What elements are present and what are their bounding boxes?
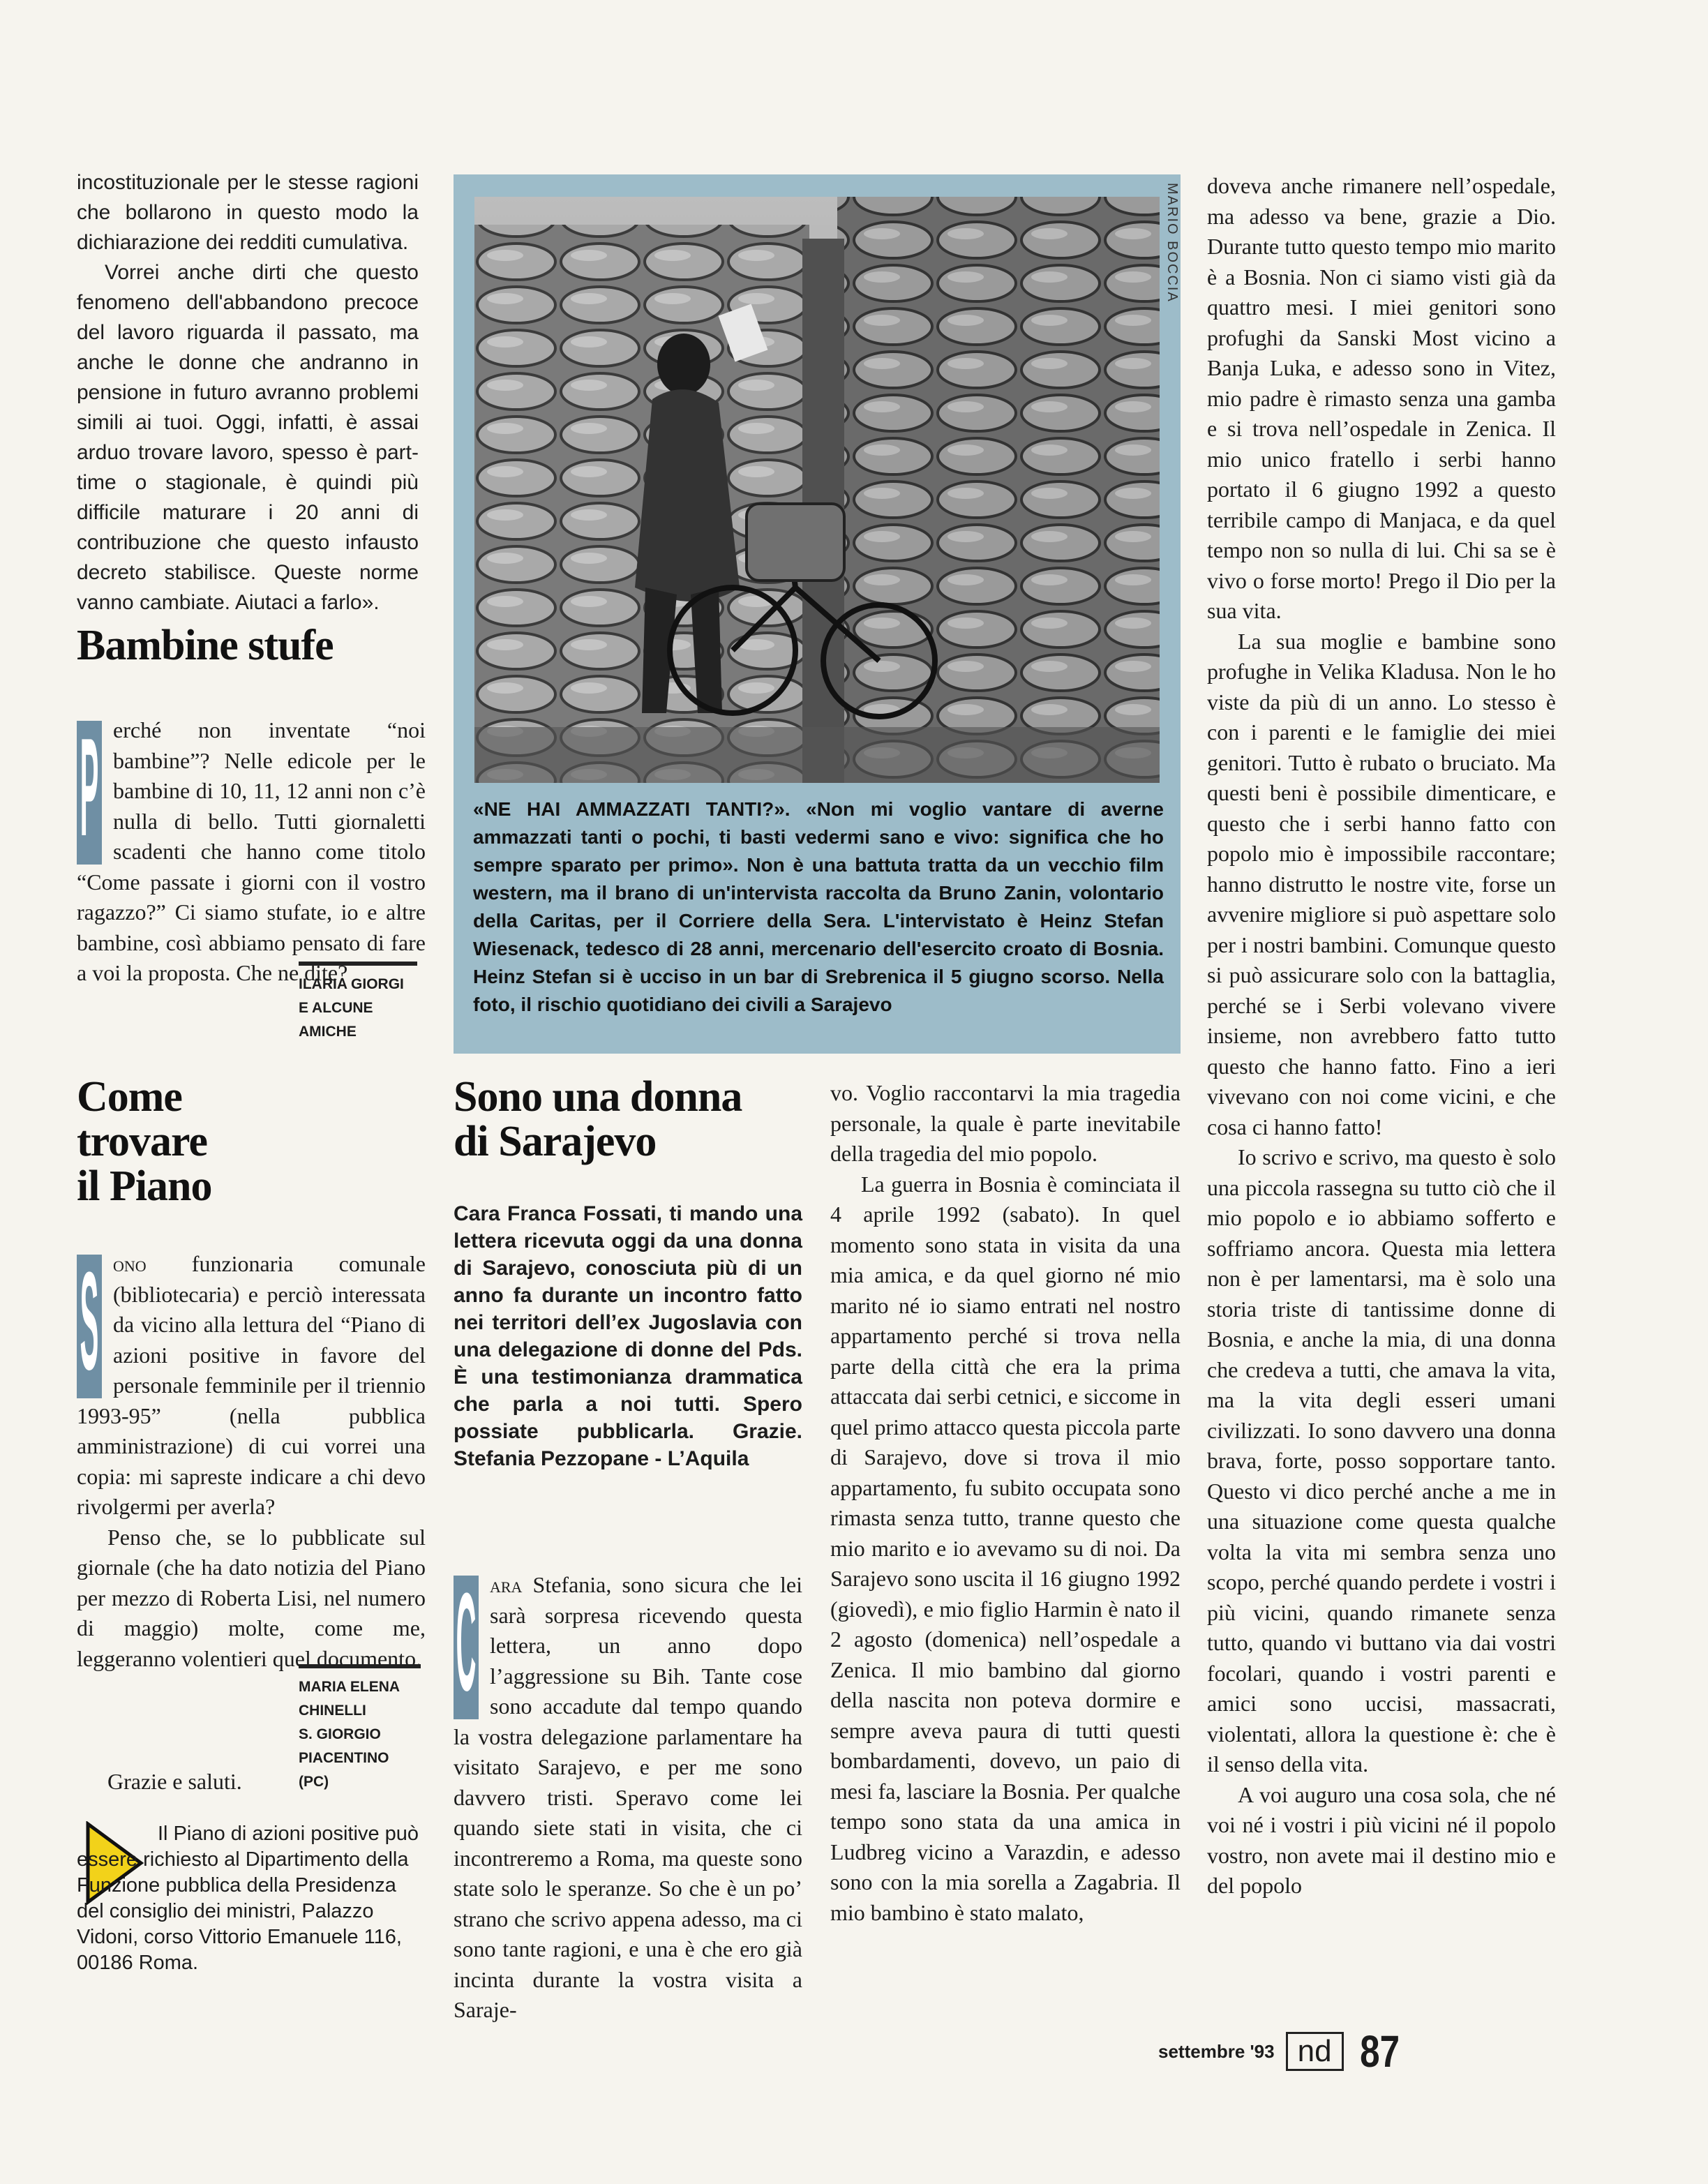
bambine-text: erché non inventate “noi bambine”? Nelle edicole per le bambine di 10, 11, 12 anni non c’è nulla di bello. Tutti giornaletti scadenti che hanno come titolo “Come passate i giorni con il vostro ragazzo?” Ci siamo stufate, io e altre bambine, così abbiamo pensato di fare a voi la proposta. Che ne dite? [77,717,426,985]
bambine-dropcap: P [77,721,102,865]
footer-date: settembre '93 [1158,2040,1275,2062]
piano-closing-text: Grazie e saluti. [107,1769,242,1794]
sarajevo-paragraph: doveva anche rimanere nell’ospedale, ma adesso va bene, grazie a Dio. Durante tutto questo tempo mio marito è a Bosnia. Non ci siamo visti già da quattro mesi. I miei genitori sono profughi da Sanski Most vicino a Banja Luka, e adesso sono in Vitez, mio padre è rimasto senza una gamba e si trova nell’ospedale in Zenica. Il mio unico fratello i serbi hanno portato il 6 giugno 1992 a questo terribile campo di Manjaca, e da quel tempo non so nulla di lui. Chi sa se è vivo o forse morto! Prego il Dio per la sua vita. [1207,173,1556,623]
signature-line: S. GIORGIO [299,1726,381,1742]
footer [1158,2024,1549,2079]
bambine-title: Bambine stufe [77,622,334,669]
signature-line: MARIA ELENA [299,1679,400,1695]
sarajevo-paragraph: A voi auguro una cosa sola, che né voi né i vostri i più vicini né il popolo vostro, non avete mai il destino mio e del popolo [1207,1781,1556,1898]
sarajevo-paragraph: La sua moglie e bambine sono profughe in Velika Kladusa. Non le ho viste da più di un anno. Lo stesso è con i parenti e le famiglie dei miei genitori. Tutto è rubato o bruciato. Ma questi beni è possibile dimenticare, e questo che i serbi hanno fatto con popolo mio è impossibile raccontare; hanno distrutto le nostre vite, forse un avvenire migliore si può aspettare solo per i nostri bambini. Comunque questo si può assicurare solo con la battaglia, perché se i Serbi volevano vivere insieme, non avrebbero fatto tutto questo che hanno fatto. Fino a ieri vivevano con noi come vicini, e che cosa ci hanno fatto! [1207,628,1556,1139]
piano-signature [299,1664,421,1794]
sarajevo-col5 [1207,171,1556,1901]
sarajevo-intro: Cara Franca Fossati, ti mando una lettera ricevuta oggi da una donna di Sarajevo, conosciuta più di un anno fa durante un incontro fatto nei territori dell’ex Jugoslavia con una delegazione di donne del Pds. È una testimonianza drammatica che parla a noi tutti. Spero possiate pubblicarla. Grazie. Stefania Pezzopane - L’Aquila [454,1202,802,1470]
bambine-letter [77,715,426,989]
sarajevo-title-line: di Sarajevo [454,1118,657,1165]
col1-continued-letter [77,167,419,618]
sarajevo-col4 [830,1078,1181,1928]
page-number: 87 [1359,2026,1400,2077]
piano-title [77,1075,212,1209]
signature-line: PIACENTINO (PC) [299,1750,389,1790]
signature-line: CHINELLI [299,1703,366,1719]
piano-smallcaps: ono [113,1251,147,1276]
piano-closing [77,1767,286,1797]
col1-paragraph: incostituzionale per le stesse ragioni che bollarono in questo modo la dichiarazione dei redditi cumulativa. [77,171,419,254]
sarajevo-paragraph: Io scrivo e scrivo, ma questo è solo una piccola rassegna su tutto ciò che il mio popolo e io abbiamo sofferto e soffriamo ancora. Questa mia lettera non è per lamentarsi, ma è solo una storia triste di tantissime donne di Bosnia, e anche la mia, di una donna che credeva a tutti, che amava la vita, ma la vita degli esseri umani civilizzati. Io sono davvero una donna brava, forte, posso sopportare tanto. Questo vi dico perché anche a me in una situazione come questa qualche volta la vita mi sembra senza uno scopo, perché quando perdete i vostri i più vicini, quando rimanete senza tutto, quando vi buttano via dai vostri focolari, quando i vostri parenti e amici sono uccisi, massacrati, violentati, allora la questione è: che è il senso della vita. [1207,1144,1556,1777]
sarajevo-paragraph: vo. Voglio raccontarvi la mia tragedia personale, la quale è parte inevitabile della tragedia del mio popolo. [830,1080,1181,1166]
piano-title-line: Come [77,1073,182,1121]
footer-logo: nd [1286,2032,1344,2071]
piano-letter [77,1249,426,1674]
photo-caption: «NE HAI AMMAZZATI TANTI?». «Non mi voglio vantare di averne ammazzati tanti o pochi, ti basti vedermi sano e vivo: significa che ho sempre sparato per primo». Non è una battuta tratta da un vecchio film western, ma il brano di un'intervista raccolta da Bruno Zanin, volontario della Caritas, per il Corriere della Sera. L'intervistato è Heinz Stefan Wiesenack, tedesco di 28 anni, mercenario dell'esercito croato di Bosnia. Heinz Stefan si è ucciso in un bar di Srebrenica il 5 giugno scorso. Nella foto, il rischio quotidiano dei civili a Sarajevo [473,798,1164,1015]
signature-extra: E ALCUNE AMICHE [299,1000,373,1040]
sarajevo-paragraph: La guerra in Bosnia è cominciata il 4 aprile 1992 (sabato). In quel momento sono stata in visita da una mia amica, e da quel giorno né mio marito né io siamo entrati nel nostro appartamento perché si trova nella parte della città che era la prima attaccata dai serbi cetnici, e siccome in quel primo attacco questa piccola parte di Sarajevo, dove si trova il mio appartamento, fu subito occupata sono rimasta senza tutto, tranne questo che mio marito e io avevamo su di noi. Da Sarajevo sono uscita il 16 giugno 1992 (giovedì), e mio figlio Harmin è nato il 2 agosto (domenica) nell’ospedale a Zenica. Il mio bambino dal giorno della nascita non poteva dormire e sempre aveva paura di tutti questi bombardamenti, dovevo, un paio di mesi fa, lasciare la Bosnia. Per qualche tempo sono stata da una amica in Ludbreg vicino a Varazdin, e adesso sono con la mia sorella a Zagabria. Il mio bambino è stato malato, [830,1171,1181,1925]
piano-title-line: trovare [77,1118,207,1165]
sarajevo-title [454,1075,742,1164]
sarajevo-smallcaps: ara [490,1572,523,1597]
col1-paragraph: Vorrei anche dirti che questo fenomeno dell'abbandono precoce del lavoro riguarda il passato, ma anche le donne che andranno in pensione in futuro avranno problemi simili ai tuoi. Oggi, infatti, è assai arduo trovare lavoro, spesso è part-time o stagionale, è quindi più difficile maturare i 20 anni di contribuzione che questo infausto decreto stabilisce. Queste norme vanno cambiate. Aiutaci a farlo». [77,261,419,614]
piano-paragraph-2: Penso che, se lo pubblicate sul giornale (che ha dato notizia del Piano per mezzo di Roberta Lisi, nel numero di maggio) molte, come me, leggeranno volentieri quel documento. [77,1524,426,1671]
signature-name: ILARIA GIORGI [299,976,404,992]
piano-dropcap: S [77,1255,102,1398]
photo-credit: MARIO BOCCIA [1164,183,1180,303]
sarajevo-text: Stefania, sono sicura che lei sarà sorpresa ricevendo questa lettera, un anno dopo l’aggressione su Bih. Tante cose sono accadute dal tempo quando la vostra delegazione parlamentare ha visitato Sarajevo, e per me sono davvero tristi. Speravo come lei quando siete stati in visita, che ci incontreremo a Roma, ma queste sono state solo le speranze. So che è un po’ strano che scrivo appena adesso, ma ci sono tante ragioni, e una è che ero già incinta durante la vostra visita a Saraje- [454,1572,802,2022]
sarajevo-photo [474,197,1160,783]
bambine-signature [299,962,417,1044]
piano-title-line: il Piano [77,1162,212,1210]
sarajevo-dropcap: C [454,1576,479,1719]
sarajevo-col3 [454,1570,802,2026]
piano-text: funzionaria comunale (bibliotecaria) e perciò interessata da vicino alla lettura del “Piano di azioni positive in favore del personale femminile per il triennio 1993-95” (nella pubblica amministrazione) di cui vorrei una copia: mi sapreste indicare a chi devo rivolgermi per averla? [77,1251,426,1519]
sarajevo-title-line: Sono una donna [454,1073,742,1121]
piano-note: Il Piano di azioni positive può essere richiesto al Dipartimento della Funzione pubblica della Presidenza del consiglio dei ministri, Palazzo Vidoni, corso Vittorio Emanuele 116, 00186 Roma. [77,1823,419,1974]
